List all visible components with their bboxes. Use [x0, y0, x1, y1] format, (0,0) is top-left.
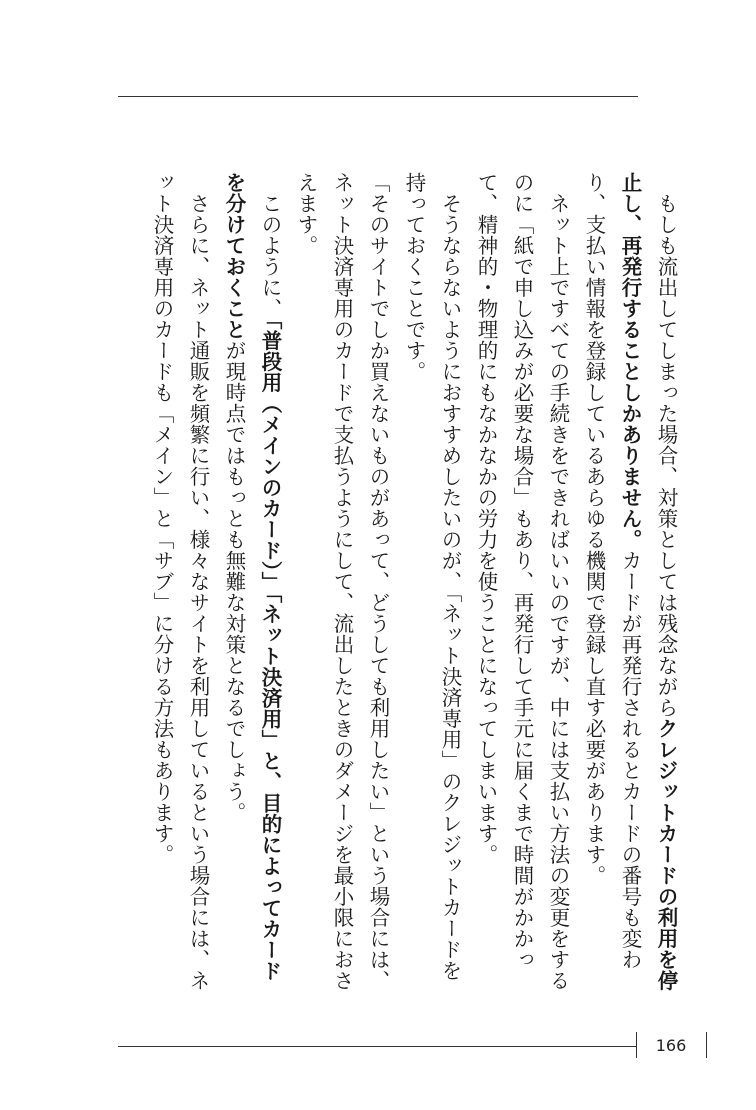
footer-rule: [118, 1046, 636, 1047]
body-text-segment: さらに、ネット通販を頻繁に行い、様々なサイトを利用しているという場合には、ネット決済専用のカードも「メイン」と「サブ」に分ける方法もあります。: [150, 172, 210, 991]
paragraph: [576, 172, 684, 992]
paragraph: [216, 172, 288, 992]
body-text-segment: もしも流出してしまった場合、対策としては残念ながら: [654, 192, 678, 718]
body-text-segment: 「そのサイトでしか買えないものがあって、どうしても利用したい」という場合には、ネット決済専用のカードで支払うようにして、流出したときのダメージを最小限におさえます。: [294, 172, 390, 991]
body-text-segment: このように、: [258, 192, 282, 319]
page-number: 166: [655, 1036, 687, 1055]
paragraph: [288, 172, 396, 992]
body-text-segment: そうならないようにおすすめしたいのが、「ネット決済専用」のクレジットカードを持っておくことです。: [402, 172, 462, 981]
emphasis-text: クレジットカードの利用を停止し、再発行することしかありません。: [618, 172, 678, 991]
paragraph: [468, 172, 576, 992]
paragraph: [396, 172, 468, 992]
body-text-segment: カードが再発行されるとカードの番号も変わり、支払い情報を登録しているあらゆる機関で登録し直す必要があります。: [582, 172, 642, 970]
body-text-segment: ネット上ですべての手続きをできればいいのですが、中には支払い方法の変更をするのに「紙で申し込みが必要な場合」もあり、再発行して手元に届くまで時間がかかって、精神的・物理的にもなかなかの労力を使うことになってしまいます。: [474, 172, 570, 991]
body-text-segment: が現時点ではもっとも無難な対策となるでしょう。: [222, 340, 246, 823]
paragraph: [144, 172, 216, 992]
emphasis-text: 「普段用（メインのカード）」「ネット決済用」と、目的によってカードを分けておくこと: [222, 172, 282, 981]
footer-divider-right: [706, 1032, 707, 1058]
top-rule: [118, 96, 638, 97]
body-text: [116, 172, 684, 992]
